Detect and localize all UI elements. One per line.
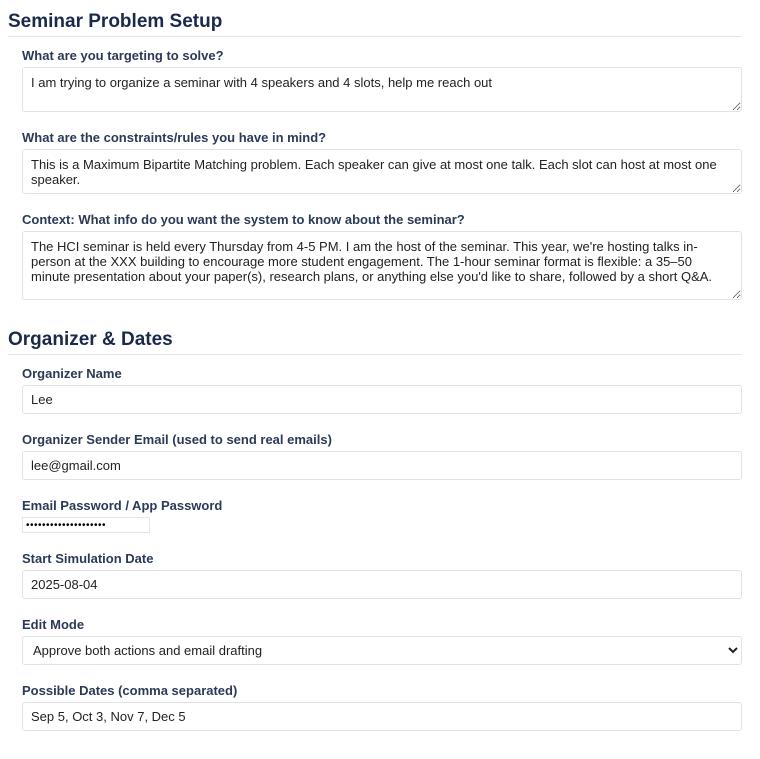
- solve-label: What are you targeting to solve?: [22, 48, 224, 63]
- organizer-email-label: Organizer Sender Email (used to send real emails): [22, 432, 332, 447]
- field-context: [22, 212, 742, 300]
- field-organizer-name: [22, 366, 742, 414]
- constraints-label: What are the constraints/rules you have in mind?: [22, 130, 327, 145]
- edit-mode-select[interactable]: [22, 636, 742, 665]
- possible-dates-label: Possible Dates (comma separated): [22, 683, 238, 698]
- organizer-name-label: Organizer Name: [22, 366, 122, 381]
- start-date-label: Start Simulation Date: [22, 551, 154, 566]
- edit-mode-label: Edit Mode: [22, 617, 85, 632]
- field-start-date: [22, 551, 742, 599]
- organizer-name-input[interactable]: [22, 385, 742, 414]
- email-password-label: Email Password / App Password: [22, 498, 223, 513]
- field-email-password: [22, 498, 742, 533]
- possible-dates-input[interactable]: [22, 702, 742, 731]
- field-organizer-email: [22, 432, 742, 480]
- field-edit-mode: [22, 617, 742, 665]
- field-solve: [22, 48, 742, 112]
- section-title-seminar-setup: Seminar Problem Setup: [8, 0, 742, 37]
- solve-textarea[interactable]: [22, 67, 742, 112]
- constraints-textarea[interactable]: [22, 149, 742, 194]
- organizer-email-input[interactable]: [22, 451, 742, 480]
- field-constraints: [22, 130, 742, 194]
- context-label: Context: What info do you want the system to know about the seminar?: [22, 212, 465, 227]
- email-password-input[interactable]: [22, 517, 150, 533]
- section-title-organizer-dates: Organizer & Dates: [8, 329, 742, 355]
- start-date-input[interactable]: [22, 570, 742, 599]
- context-textarea[interactable]: [22, 231, 742, 300]
- field-possible-dates: [22, 683, 742, 731]
